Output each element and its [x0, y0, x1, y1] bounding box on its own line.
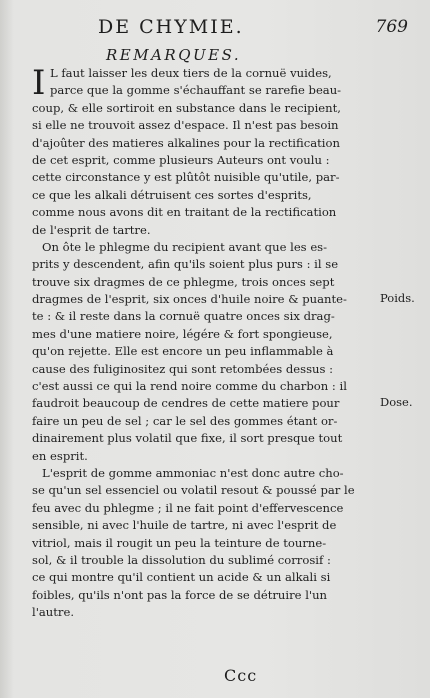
text-line: L'esprit de gomme ammoniac n'est donc autre cho- [42, 465, 344, 480]
text-line: vitriol, mais il rougit un peu la teinture de tourne- [32, 535, 327, 550]
text-line: de l'esprit de tartre. [32, 222, 151, 237]
drop-cap: I [32, 63, 46, 103]
text-line: feu avec du phlegme ; il ne fait point d'effervescence [32, 500, 344, 515]
text-line: dragmes de l'esprit, six onces d'huile noire & puante- [32, 292, 347, 307]
text-line: l'autre. [32, 605, 75, 620]
page-header [0, 14, 430, 40]
text-line: en esprit. [32, 448, 88, 463]
text-line: faudroit beaucoup de cendres de cette matiere pour [32, 396, 340, 411]
text-line: foibles, qu'ils n'ont pas la force de se détruire l'un [32, 587, 328, 602]
paragraph [32, 65, 372, 239]
text-line: d'ajoûter des matieres alkalines pour la rectification [32, 135, 340, 150]
text-line: te : & il reste dans la cornuë quatre onces six drag- [32, 309, 335, 324]
text-line: qu'on rejette. Elle est encore un peu inflammable à [32, 344, 334, 359]
text-line: On ôte le phlegme du recipient avant que les es- [42, 239, 328, 254]
text-line: comme nous avons dit en traitant de la rectification [32, 205, 337, 220]
text-line: sol, & il trouble la dissolution du sublimé corrosif : [32, 552, 331, 567]
margin-note-dose: Dose. [380, 395, 413, 409]
text-line: faire un peu de sel ; car le sel des gommes étant or- [32, 413, 338, 428]
text-line: L faut laisser les deux tiers de la cornuë vuides, [50, 66, 332, 80]
text-line: ce que les alkali détruisent ces sortes d'esprits, [32, 187, 312, 202]
text-line: cause des fuliginositez qui sont retombées dessus : [32, 361, 334, 376]
text-line: prits y descendent, afin qu'ils soient plus purs : il se [32, 257, 339, 272]
text-line: sensible, ni avec l'huile de tartre, ni avec l'esprit de [32, 518, 337, 533]
text-line: cette circonstance y est plûtôt nuisible qu'utile, par- [32, 170, 340, 185]
text-line: mes d'une matiere noire, légére & fort spongieuse, [32, 326, 333, 341]
text-line: si elle ne trouvoit assez d'espace. Il n'est pas besoin [32, 118, 339, 133]
text-line: c'est aussi ce qui la rend noire comme du charbon : il [32, 379, 347, 394]
text-line: ce qui montre qu'il contient un acide & un alkali si [32, 570, 331, 585]
text-line: coup, & elle sortiroit en substance dans le recipient, [32, 100, 341, 115]
text-line: de cet esprit, comme plusieurs Auteurs ont voulu : [32, 152, 330, 167]
section-title: REMARQUES. [106, 46, 242, 64]
paragraph [32, 239, 372, 465]
margin-note-poids: Poids. [380, 291, 415, 305]
paragraph [32, 465, 372, 622]
page-number: 769 [375, 17, 408, 37]
text-line: dinairement plus volatil que fixe, il sort presque tout [32, 431, 343, 446]
running-head: DE CHYMIE. [98, 16, 244, 38]
signature-mark: Ccc [224, 666, 258, 685]
text-line: se qu'un sel essenciel ou volatil resout & poussé par le [32, 483, 355, 498]
body-text [32, 65, 372, 622]
text-line: parce que la gomme s'échauffant se rarefie beau- [50, 83, 342, 98]
text-line: trouve six dragmes de ce phlegme, trois onces sept [32, 274, 335, 289]
